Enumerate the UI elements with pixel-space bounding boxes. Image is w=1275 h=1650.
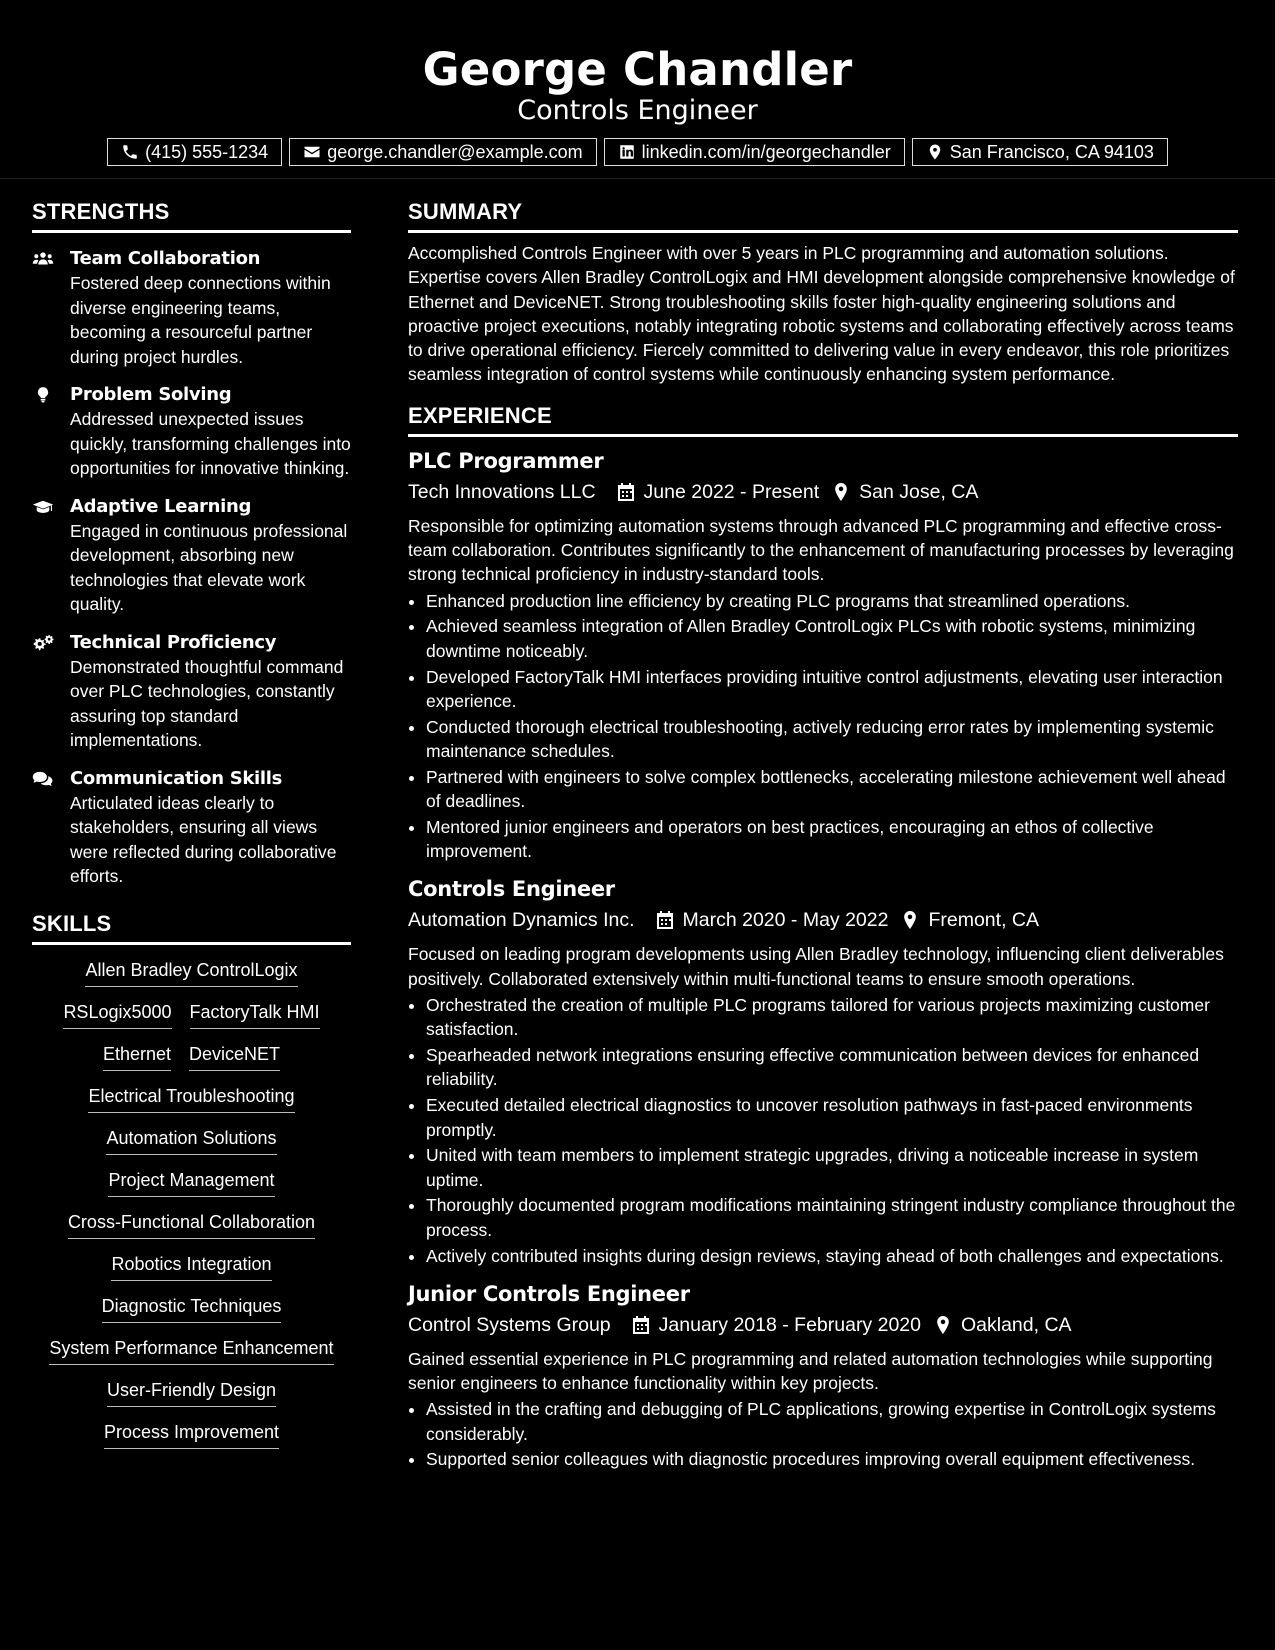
skill-tag: Ethernet <box>103 1043 171 1071</box>
job-dates: March 2020 - May 2022 <box>682 909 889 932</box>
job-bullet: • Spearheaded network integrations ensuring effective communication between devices for enhanced reliability. <box>426 1043 1238 1092</box>
job-location: San Jose, CA <box>859 480 979 503</box>
lightbulb-icon <box>32 386 54 404</box>
job-bullet: • Enhanced production line efficiency by creating PLC programs that streamlined operations. <box>426 589 1238 613</box>
strength-desc: Articulated ideas clearly to stakeholders, ensuring all views were reflected during collaborative efforts. <box>70 792 337 886</box>
job-bullet: • Executed detailed electrical diagnostics to uncover resolution pathways in fast-paced environments promptly. <box>426 1093 1238 1142</box>
contact-location-text: San Francisco, CA 94103 <box>949 141 1154 162</box>
calendar-icon <box>657 911 673 929</box>
job-dates: January 2018 - February 2020 <box>658 1313 921 1336</box>
candidate-name: George Chandler <box>422 43 853 96</box>
skill-tag: Process Improvement <box>104 1421 279 1449</box>
skill-tag: Electrical Troubleshooting <box>88 1085 294 1113</box>
strength-desc: Engaged in continuous professional development, absorbing new technologies that elevate work quality. <box>70 520 348 614</box>
job-bullets <box>408 1397 1238 1471</box>
calendar-icon <box>633 1316 649 1334</box>
job-title: Controls Engineer <box>408 877 615 902</box>
strength-title: Technical Proficiency <box>70 631 277 653</box>
contact-phone-text: (415) 555-1234 <box>145 141 269 162</box>
skill-tag: Automation Solutions <box>106 1127 276 1155</box>
job-description: Responsible for optimizing automation systems through advanced PLC programming and effective cross-team collaboration. Contributes significantly to the enhancement of manufacturing processes by leveraging strong technical proficiency in industry-standard tools. <box>408 515 1234 585</box>
strength-item <box>32 630 351 753</box>
job-description: Gained essential experience in PLC programming and related automation technologies while supporting senior engineers to enhance functionality within key projects. <box>408 1348 1213 1394</box>
contact-bar <box>0 138 1275 166</box>
strengths-heading: STRENGTHS <box>32 199 351 233</box>
skill-tag: DeviceNET <box>189 1043 280 1071</box>
skill-tag: User-Friendly Design <box>107 1379 276 1407</box>
envelope-icon <box>303 143 321 161</box>
job-meta <box>408 1310 1238 1340</box>
job-meta <box>408 477 1238 507</box>
job-title: Junior Controls Engineer <box>408 1281 690 1306</box>
job-bullet: • Partnered with engineers to solve complex bottlenecks, accelerating milestone achievement well ahead of deadlines. <box>426 765 1238 814</box>
job-bullet: • Orchestrated the creation of multiple PLC programs tailored for various projects maximizing customer satisfaction. <box>426 993 1238 1042</box>
skill-tag: Robotics Integration <box>111 1253 271 1281</box>
job-bullet: • Thoroughly documented program modifications maintaining stringent industry compliance throughout the process. <box>426 1193 1238 1242</box>
phone-icon <box>121 143 139 161</box>
skill-tag: RSLogix5000 <box>63 1001 171 1029</box>
job-bullet: • Conducted thorough electrical troubleshooting, actively reducing error rates by implementing systemic maintenance schedules. <box>426 715 1238 764</box>
job-bullets <box>408 589 1238 864</box>
skill-tag: Diagnostic Techniques <box>102 1295 282 1323</box>
job-bullet: • Developed FactoryTalk HMI interfaces providing intuitive control adjustments, elevating user interaction experience. <box>426 665 1238 714</box>
job-company: Control Systems Group <box>408 1313 611 1336</box>
strength-item <box>32 494 351 617</box>
skill-tag: FactoryTalk HMI <box>190 1001 320 1029</box>
job-bullet: • Actively contributed insights during design reviews, staying ahead of both challenges and expectations. <box>426 1244 1238 1268</box>
contact-email[interactable] <box>289 138 596 166</box>
job-entry <box>408 1280 1238 1472</box>
summary-heading: SUMMARY <box>408 199 1238 233</box>
strength-item <box>32 382 351 481</box>
contact-linkedin-text: linkedin.com/in/georgechandler <box>641 141 891 162</box>
strength-desc: Addressed unexpected issues quickly, transforming challenges into opportunities for innovative thinking. <box>70 409 351 478</box>
contact-phone[interactable] <box>107 138 282 166</box>
map-pin-icon <box>935 1316 951 1334</box>
skills-heading: SKILLS <box>32 911 351 945</box>
map-pin-icon <box>902 911 918 929</box>
strength-title: Adaptive Learning <box>70 495 252 517</box>
strength-item <box>32 766 351 889</box>
experience-heading: EXPERIENCE <box>408 403 1238 437</box>
candidate-title: Controls Engineer <box>517 95 758 126</box>
job-location: Oakland, CA <box>960 1313 1072 1336</box>
strengths-list <box>32 246 351 889</box>
job-entry <box>408 447 1238 864</box>
strength-desc: Fostered deep connections within diverse engineering teams, becoming a resourceful partner during project hurdles. <box>70 273 331 367</box>
skills-list <box>32 953 351 1449</box>
summary-text: Accomplished Controls Engineer with over 5 years in PLC programming and automation solutions. Expertise covers Allen Bradley ControlLogix and HMI development alongside comprehensive knowledge of Ethernet and DeviceNET. Strong troubleshooting skills foster high-quality engineering solutions and proactive project executions, notably integrating robotic systems and collaborating effectively across teams to drive operational efficiency. Fiercely committed to delivering value in every endeavor, this role prioritizes seamless integration of control systems while continuously enhancing system performance. <box>408 243 1235 385</box>
job-description: Focused on leading program developments using Allen Bradley technology, influencing client deliverables positively. Collaborated extensively within multi-functional teams to ensure smooth operations. <box>408 944 1224 989</box>
job-bullet: • Supported senior colleagues with diagnostic procedures improving overall equipment effectiveness. <box>426 1447 1238 1471</box>
contact-email-text: george.chandler@example.com <box>327 141 583 162</box>
map-pin-icon <box>926 143 944 161</box>
strength-title: Communication Skills <box>70 767 283 789</box>
skill-tag: Cross-Functional Collaboration <box>68 1211 315 1239</box>
job-meta <box>408 905 1238 935</box>
contact-linkedin[interactable] <box>604 138 905 166</box>
strength-title: Problem Solving <box>70 384 232 405</box>
job-bullet: • Mentored junior engineers and operators on best practices, encouraging an ethos of collective improvement. <box>426 815 1238 864</box>
calendar-icon <box>618 483 634 501</box>
job-company: Tech Innovations LLC <box>408 480 596 503</box>
left-column <box>32 199 351 1473</box>
right-column <box>408 199 1238 1473</box>
graduation-cap-icon <box>32 498 54 516</box>
map-pin-icon <box>833 483 849 501</box>
contact-location <box>912 138 1168 166</box>
job-bullet: • Achieved seamless integration of Allen Bradley ControlLogix PLCs with robotic systems, minimizing downtime noticeably. <box>426 614 1238 663</box>
linkedin-icon <box>618 143 636 161</box>
skill-tag: System Performance Enhancement <box>49 1337 333 1365</box>
job-entry <box>408 875 1238 1267</box>
job-bullet: • Assisted in the crafting and debugging of PLC applications, growing expertise in ControlLogix systems considerably. <box>426 1397 1238 1446</box>
users-icon <box>32 250 54 268</box>
header-divider <box>0 178 1275 179</box>
skill-tag: Project Management <box>108 1169 274 1197</box>
skill-tag: Allen Bradley ControlLogix <box>85 959 297 987</box>
job-location: Fremont, CA <box>928 909 1039 932</box>
experience-list <box>408 447 1238 1472</box>
strength-desc: Demonstrated thoughtful command over PLC technologies, constantly assuring top standard implementations. <box>70 656 344 750</box>
job-title: PLC Programmer <box>408 448 604 473</box>
strength-item <box>32 246 351 369</box>
job-bullets <box>408 993 1238 1268</box>
job-company: Automation Dynamics Inc. <box>408 909 635 932</box>
comments-icon <box>32 770 54 788</box>
job-bullet: • United with team members to implement strategic upgrades, driving a noticeable increase in system uptime. <box>426 1143 1238 1192</box>
resume-header <box>0 0 1275 179</box>
gears-icon <box>32 634 54 652</box>
strength-title: Team Collaboration <box>70 248 261 269</box>
job-dates: June 2022 - Present <box>643 480 820 503</box>
